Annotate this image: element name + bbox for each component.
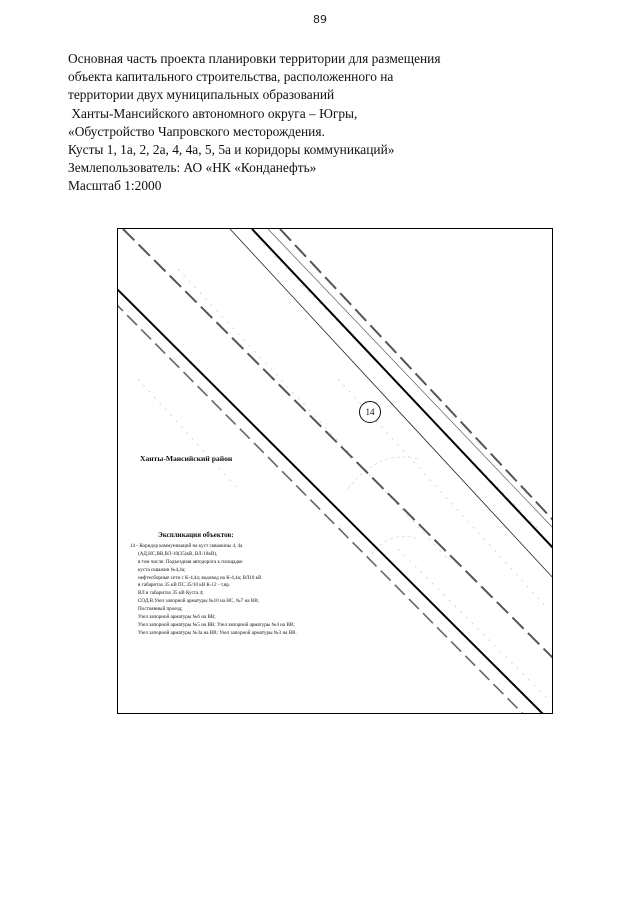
explication-legend	[130, 532, 430, 638]
corridor-boundary-left	[118, 285, 548, 714]
explication-line: СОД.В.Узел запорной арматуры №10 на НС, №7 на ВВ;	[138, 598, 260, 605]
header-line: объекта капитального строительства, расположенного на	[68, 69, 394, 85]
header-line: Кусты 1, 1а, 2, 2а, 4, 4а, 5, 5а и коридоры коммуникаций»	[68, 142, 395, 158]
corridor-axis	[230, 229, 553, 579]
scale-line: Масштаб 1:2000	[68, 178, 162, 194]
explication-line: (АД,НС,ВВ,ВЛ-10(35)кВ, ВЛ-10кВ),	[138, 550, 218, 557]
corridor-dashed-right	[280, 229, 553, 521]
document-header	[68, 50, 488, 196]
explication-line: Узел запорной арматуры №6 на ВВ;	[138, 614, 216, 621]
explication-title: Экспликация объектов:	[158, 531, 234, 539]
explication-line: в том числе: Подъездная автодорога к площадке	[138, 558, 243, 565]
header-line: «Обустройство Чапровского месторождения.	[68, 123, 325, 139]
corridor-boundary-right	[252, 229, 553, 549]
header-line: Основная часть проекта планировки территории для размещения	[68, 51, 441, 66]
explication-line: Узел запорной арматуры №3а на ВВ; Узел запорной арматуры №3 на ВВ.	[138, 629, 297, 636]
explication-line: Узел запорной арматуры №5 на ВВ; Узел запорной арматуры №4 на ВВ;	[138, 621, 295, 628]
corridor-dashed-bottom	[118, 301, 538, 714]
page-number: 89	[313, 13, 327, 26]
planning-map	[117, 228, 553, 714]
explication-line: в габаритах 35 кВ ПС 35/10 кВ К-12 - т.вр.	[138, 582, 231, 589]
corridor-axis-2	[268, 229, 553, 529]
district-label: Ханты-Мансийский район	[140, 454, 233, 463]
header-line: Землепользователь: АО «НК «Конданефть»	[68, 160, 317, 176]
explication-line: ВЛ в габаритах 35 кВ Куста 4;	[138, 590, 204, 597]
explication-line: Постоянный проезд;	[138, 606, 183, 613]
object-14-marker: 14	[359, 401, 381, 423]
explication-line: 14 - Коридор коммуникаций на куст скважины 4, 4а	[130, 542, 243, 549]
header-line: территории двух муниципальных образований	[68, 87, 335, 103]
map-drawing	[118, 229, 553, 714]
explication-line: куста скважин №4,4а;	[138, 566, 186, 573]
header-line: Ханты-Мансийского автономного округа – Югры,	[68, 105, 358, 121]
explication-line: нефтесборные сети с К-4,4а; водовод на К-4,4а; ВЛ10 кВ	[138, 574, 262, 581]
